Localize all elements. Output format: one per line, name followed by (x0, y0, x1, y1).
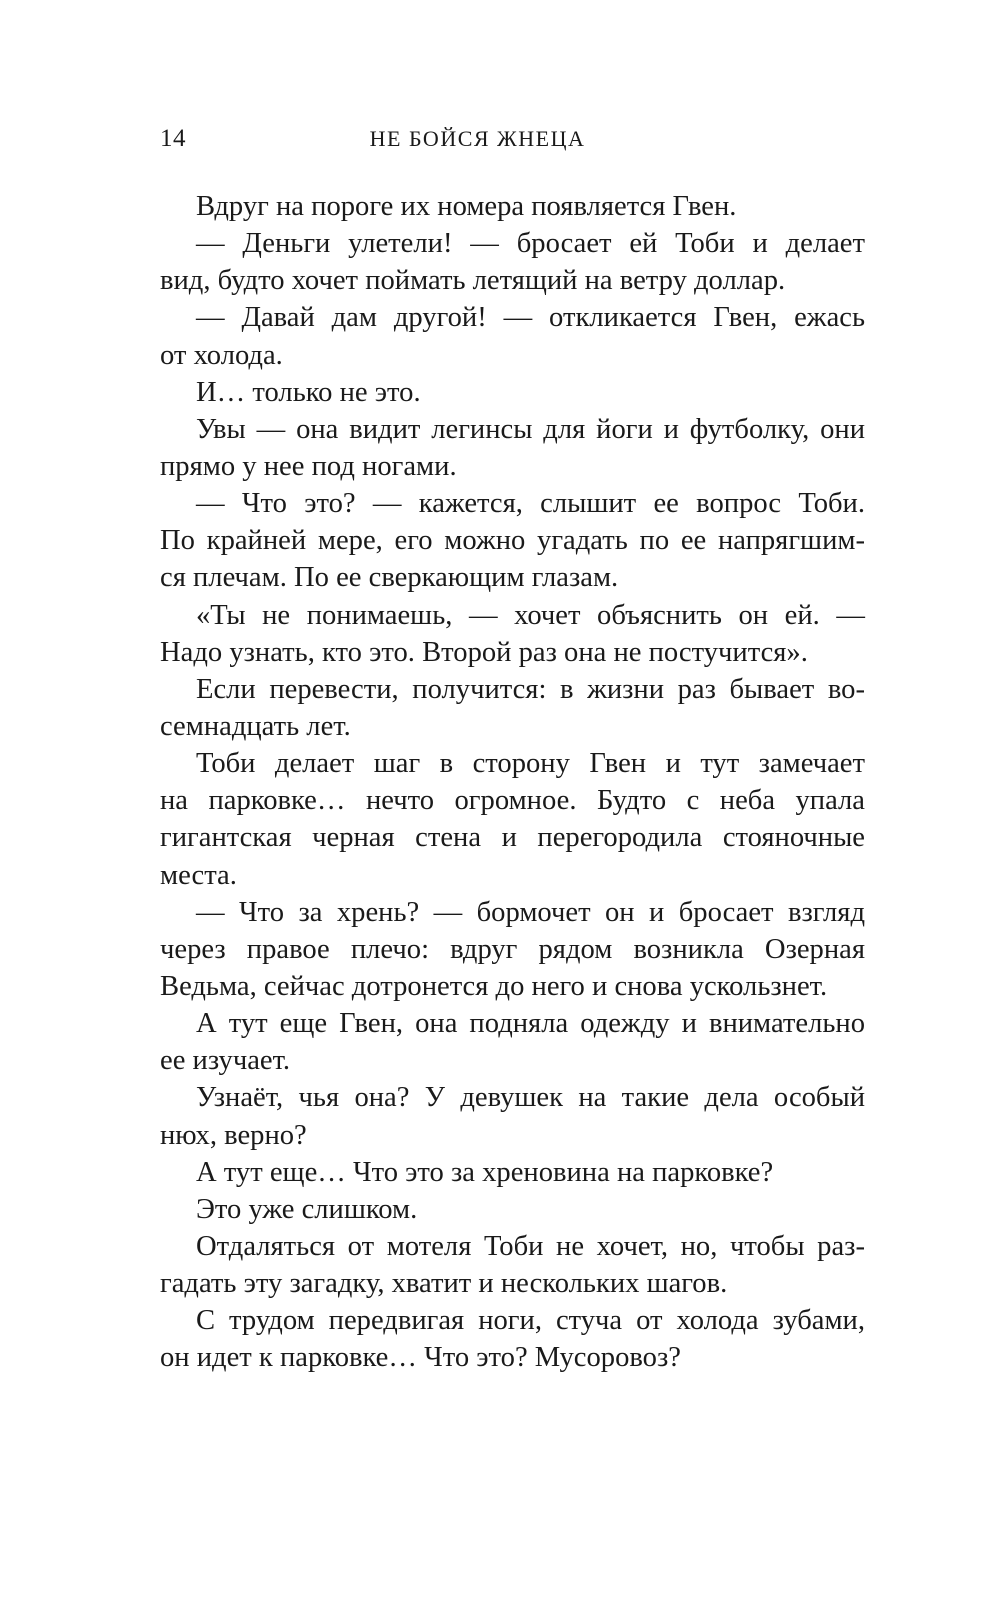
text-line: Вдруг на пороге их номера появляется Гвен. (196, 191, 737, 222)
page-number: 14 (160, 125, 186, 152)
text-line: на парковке… нечто огромное. Будто с неба упала (160, 785, 865, 817)
text-line: от холода. (160, 339, 283, 371)
text-line: С трудом передвигая ноги, стуча от холода зубами, (196, 1305, 865, 1337)
text-line: «Ты не понимаешь, — хочет объяснить он ей. — (196, 599, 865, 631)
text-line: Отдаляться от мотеля Тоби не хочет, но, чтобы раз- (196, 1230, 865, 1262)
text-line: гадать эту загадку, хватит и нескольких шагов. (160, 1268, 728, 1300)
text-line: По крайней мере, его можно угадать по ее напрягшим- (160, 525, 865, 557)
text-line: вид, будто хочет поймать летящий на ветру доллар. (160, 265, 786, 297)
running-head (160, 121, 865, 157)
text-line: он идет к парковке… Что это? Мусоровоз? (160, 1342, 681, 1374)
text-line: — Что за хрень? — бормочет он и бросает взгляд (196, 896, 865, 928)
text-line: семнадцать лет. (160, 710, 351, 742)
text-line: Это уже слишком. (196, 1193, 418, 1225)
text-line: нюх, верно? (160, 1119, 307, 1151)
text-line: прямо у нее под ногами. (160, 450, 457, 482)
text-line: Узнаёт, чья она? У девушек на такие дела особый (196, 1082, 865, 1114)
book-title: НЕ БОЙСЯ ЖНЕЦА (369, 126, 586, 151)
text-line: И… только не это. (196, 376, 421, 408)
text-line: места. (160, 859, 237, 891)
text-line: гигантская черная стена и перегородила стояночные (160, 822, 865, 854)
book-page (160, 0, 865, 1616)
text-line: ся плечам. По ее сверкающим глазам. (160, 562, 619, 594)
text-line: Если перевести, получится: в жизни раз бывает во- (196, 673, 865, 705)
text-line: — Давай дам другой! — откликается Гвен, ежась (196, 302, 865, 334)
text-line: — Что это? — кажется, слышит ее вопрос Тоби. (196, 488, 865, 520)
text-line: через правое плечо: вдруг рядом возникла Озерная (160, 933, 865, 965)
text-line: Тоби делает шаг в сторону Гвен и тут замечает (196, 748, 865, 780)
text-line: Увы — она видит легинсы для йоги и футболку, они (196, 413, 865, 445)
text-line: Надо узнать, кто это. Второй раз она не постучится». (160, 636, 808, 668)
text-line: А тут еще… Что это за хреновина на парковке? (196, 1156, 774, 1188)
text-line: Ведьма, сейчас дотронется до него и снова ускользнет. (160, 970, 828, 1002)
text-line: — Деньги улетели! — бросает ей Тоби и делает (196, 228, 865, 260)
text-line: ее изучает. (160, 1045, 291, 1077)
text-line: А тут еще Гвен, она подняла одежду и внимательно (196, 1008, 865, 1040)
body-text (160, 188, 865, 1377)
